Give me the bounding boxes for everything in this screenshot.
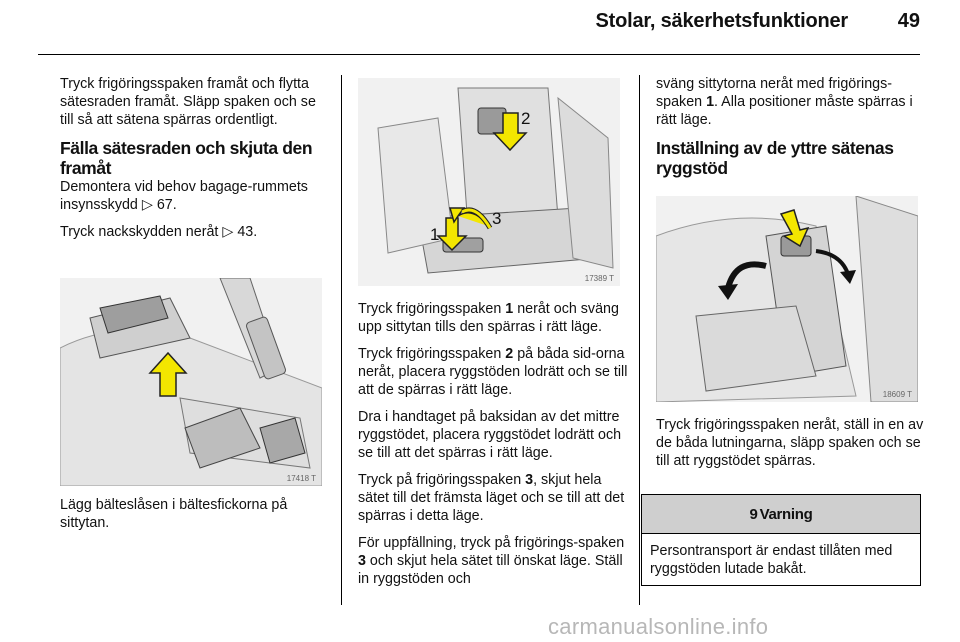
warning-text: Persontransport är endast tillåten med ryggstöden lutade bakåt. — [650, 543, 893, 577]
col2-p4-a: Tryck på frigöringsspaken — [358, 472, 526, 488]
figure-code: 17389 T — [584, 274, 614, 283]
figure-label-2: 2 — [521, 109, 531, 128]
page-header-title: Stolar, säkerhetsfunktioner — [595, 10, 848, 32]
col1-p3-ref[interactable]: 43. — [237, 224, 258, 240]
figure-code: 18609 T — [882, 390, 912, 399]
seat-illustration-3 — [656, 196, 918, 402]
column-3 — [656, 75, 926, 178]
col1-paragraph-4: Lägg bälteslåsen i bältesfickorna på sittytan. — [60, 497, 288, 531]
col1-p2-text: Demontera vid behov bagage-rummets insynsskydd — [60, 179, 308, 213]
page-ref-arrow-icon: ▷ — [222, 224, 234, 240]
warning-triangle-icon: 9 — [749, 505, 758, 523]
col2-p1-a: Tryck frigöringsspaken — [358, 301, 506, 317]
col2-p4-b: , skjut hela sätet till det främsta läget och se till att det spärras i detta läge. — [358, 472, 625, 524]
col2-p2-b: på båda sid-orna neråt, placera ryggstöden lodrätt och se till att de spärras i rätt läge. — [358, 346, 628, 398]
column-1-bottom — [60, 496, 330, 541]
col3-p1-b: . Alla positioner måste spärras i rätt läge. — [656, 94, 913, 128]
col2-p1-b: neråt och sväng upp sittytan tills den spärras i rätt läge. — [358, 301, 619, 335]
col2-p1-num: 1 — [505, 301, 514, 317]
col1-paragraph-2 — [60, 178, 330, 214]
col2-paragraph-4 — [358, 471, 628, 525]
col1-p2-ref[interactable]: 67. — [156, 197, 177, 213]
page-number: 49 — [897, 10, 920, 32]
col2-paragraph-2 — [358, 345, 628, 399]
column-1 — [60, 75, 330, 250]
figure-backrest-recline — [656, 196, 918, 402]
col2-paragraph-5 — [358, 534, 628, 588]
section-heading-fold-seat-row: Fälla sätesraden och skjuta den framåt — [60, 138, 313, 178]
col1-paragraph-1: Tryck frigöringsspaken framåt och flytta sätesraden framåt. Släpp spaken och se till så att sätena spärras ordentligt. — [60, 76, 316, 128]
header-rule — [38, 54, 920, 55]
col3-paragraph-2: Tryck frigöringsspaken neråt, ställ in en av de båda lutningarna, släpp spaken och se till att ryggstödet spärras. — [656, 417, 924, 469]
watermark: carmanualsonline.info — [548, 614, 769, 639]
col1-paragraph-3 — [60, 223, 330, 241]
col2-p5-a: För uppfällning, tryck på frigörings-spaken — [358, 535, 625, 551]
figure-label-3: 3 — [492, 209, 502, 228]
figure-seat-release-levers — [358, 78, 620, 286]
seat-illustration-2 — [358, 78, 620, 286]
column-2 — [358, 300, 628, 597]
col2-p4-num: 3 — [525, 472, 534, 488]
column-divider-1 — [341, 75, 342, 605]
col2-paragraph-3: Dra i handtaget på baksidan av det mittre ryggstödet, placera ryggstödet lodrätt och se till att det spärras i rätt läge. — [358, 409, 622, 461]
figure-seat-belt-buckles — [60, 278, 322, 486]
section-heading-outer-backrests: Inställning av de yttre sätenas ryggstöd — [656, 138, 894, 178]
col2-p5-num: 3 — [358, 553, 366, 569]
col2-p2-num: 2 — [505, 346, 514, 362]
figure-code: 17418 T — [286, 474, 316, 483]
col3-p1-num: 1 — [706, 94, 715, 110]
column-divider-2 — [639, 75, 640, 605]
col3-paragraph-1 — [656, 75, 926, 129]
col2-p5-b: och skjut hela sätet till önskat läge. Ställ in ryggstöden och — [358, 553, 623, 587]
figure-label-1: 1 — [430, 225, 440, 244]
warning-title: Varning — [759, 505, 813, 523]
col1-p3-text: Tryck nackskydden neråt — [60, 224, 223, 240]
warning-header — [642, 495, 920, 534]
warning-box — [641, 494, 921, 586]
col2-paragraph-1 — [358, 300, 628, 336]
column-3-bottom — [656, 416, 926, 479]
seat-illustration-1 — [60, 278, 322, 486]
col2-p2-a: Tryck frigöringsspaken — [358, 346, 506, 362]
page-ref-arrow-icon: ▷ — [141, 197, 153, 213]
col3-p1-a: sväng sittytorna neråt med frigörings-spaken — [656, 76, 893, 110]
